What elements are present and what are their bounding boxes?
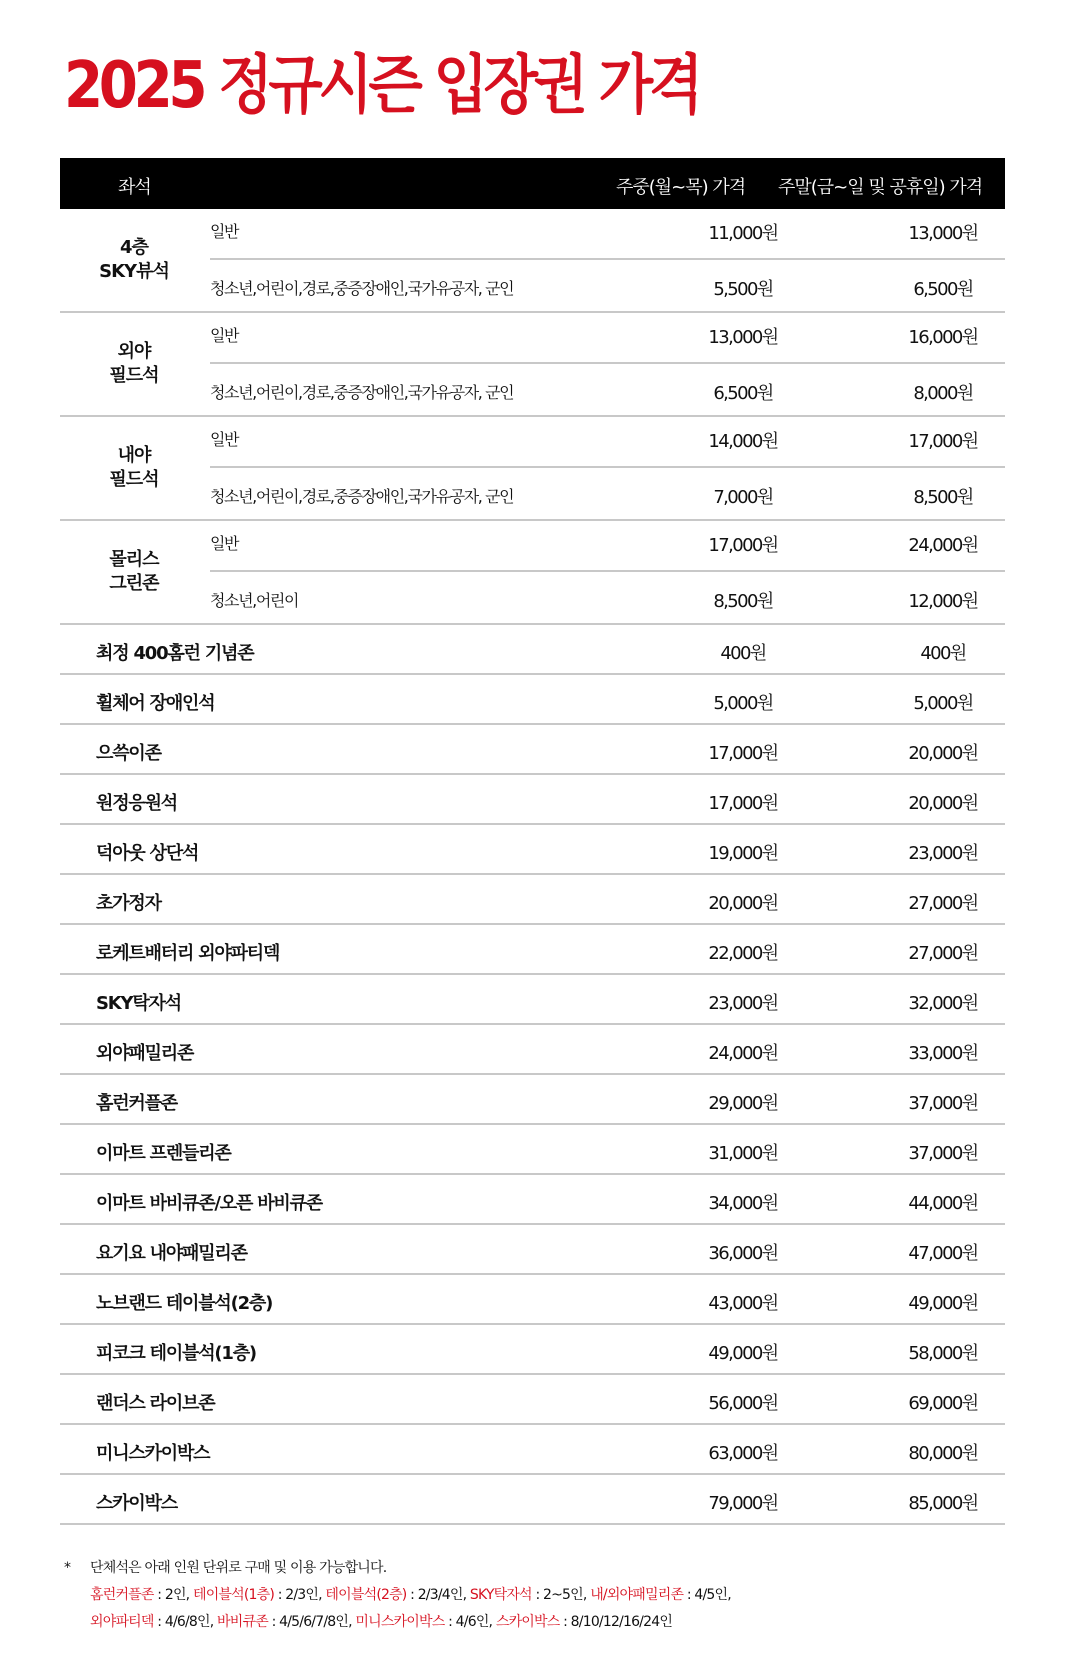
sub-label: 일반 — [210, 534, 239, 553]
weekday-price: 13,000원 — [708, 327, 778, 348]
weekday-price: 11,000원 — [708, 223, 778, 244]
seat-label: 피코크 테이블석(1층) — [96, 1343, 256, 1364]
seat-label: 노브랜드 테이블석(2층) — [96, 1293, 273, 1314]
weekday-price: 31,000원 — [708, 1143, 778, 1164]
weekend-price: 8,500원 — [913, 487, 973, 508]
group-name: 몰리스 그린존 — [109, 549, 159, 594]
group-4f-sky-view — [60, 209, 1005, 313]
footnote-line-3 — [90, 1609, 731, 1636]
group-seat-name: 바비큐존 — [217, 1614, 268, 1630]
table-row — [60, 825, 1005, 875]
weekend-price: 32,000원 — [908, 993, 978, 1014]
table-row — [60, 1475, 1005, 1525]
weekday-price: 17,000원 — [708, 535, 778, 556]
weekday-price: 7,000원 — [713, 487, 773, 508]
table-row — [60, 1225, 1005, 1275]
table-row — [60, 625, 1005, 675]
seat-label: 이마트 바비큐존/오픈 바비큐존 — [96, 1193, 322, 1214]
table-row — [60, 1375, 1005, 1425]
seat-label: 최정 400홈런 기념존 — [96, 643, 254, 664]
table-row — [60, 1325, 1005, 1375]
seat-label: 홈런커플존 — [96, 1093, 177, 1114]
weekday-price: 63,000원 — [708, 1443, 778, 1464]
sub-label: 일반 — [210, 222, 239, 241]
table-row — [60, 1275, 1005, 1325]
group-mollys-green-zone — [60, 521, 1005, 625]
weekend-price: 80,000원 — [908, 1443, 978, 1464]
table-row — [60, 1025, 1005, 1075]
seat-label: 으쓱이존 — [96, 743, 161, 764]
group-seat-name: 홈런커플존 — [90, 1587, 154, 1603]
weekend-price: 8,000원 — [913, 383, 973, 404]
seat-label: 요기요 내야패밀리존 — [96, 1243, 247, 1264]
group-seat-count: : 8/10/12/16/24인 — [559, 1614, 673, 1630]
group-seat-count: : 4/5/6/7/8인, — [267, 1614, 356, 1630]
table-row — [60, 775, 1005, 825]
table-row — [210, 521, 1005, 572]
group-seat-name: SKY탁자석 — [469, 1587, 532, 1603]
table-row — [210, 364, 1005, 415]
seat-label: 원정응원석 — [96, 793, 177, 814]
weekend-price: 13,000원 — [908, 223, 978, 244]
weekend-price: 5,000원 — [913, 693, 973, 714]
group-seat-count: : 4/5인, — [683, 1587, 731, 1603]
table-row — [60, 675, 1005, 725]
footnote — [64, 1555, 731, 1636]
seat-label: 초가정자 — [96, 893, 161, 914]
group-infield — [60, 417, 1005, 521]
weekend-price: 12,000원 — [908, 591, 978, 612]
weekend-price: 85,000원 — [908, 1493, 978, 1514]
weekend-price: 27,000원 — [908, 943, 978, 964]
weekday-price: 24,000원 — [708, 1043, 778, 1064]
weekday-price: 8,500원 — [713, 591, 773, 612]
weekend-price: 20,000원 — [908, 793, 978, 814]
group-seat-count: : 2/3/4인, — [406, 1587, 470, 1603]
header-weekend-price: 주말(금~일 및 공휴일) 가격 — [778, 177, 983, 198]
weekday-price: 20,000원 — [708, 893, 778, 914]
table-row — [60, 875, 1005, 925]
sub-label: 청소년,어린이,경로,중증장애인,국가유공자, 군인 — [210, 279, 514, 298]
weekend-price: 69,000원 — [908, 1393, 978, 1414]
weekend-price: 58,000원 — [908, 1343, 978, 1364]
weekday-price: 29,000원 — [708, 1093, 778, 1114]
footnote-star: * — [64, 1560, 71, 1576]
group-outfield — [60, 313, 1005, 417]
weekend-price: 37,000원 — [908, 1143, 978, 1164]
group-seat-count: : 2~5인, — [531, 1587, 591, 1603]
weekday-price: 17,000원 — [708, 793, 778, 814]
group-seat-name: 외야파티덱 — [90, 1614, 154, 1630]
seat-label: 랜더스 라이브존 — [96, 1393, 215, 1414]
weekend-price: 24,000원 — [908, 535, 978, 556]
weekend-price: 27,000원 — [908, 893, 978, 914]
weekend-price: 37,000원 — [908, 1093, 978, 1114]
group-seat-name: 테이블석(2층) — [325, 1587, 407, 1603]
sub-label: 청소년,어린이 — [210, 591, 299, 610]
seat-label: 휠체어 장애인석 — [96, 693, 215, 714]
price-table — [60, 158, 1005, 1525]
group-seat-count: : 4/6인, — [444, 1614, 496, 1630]
weekday-price: 17,000원 — [708, 743, 778, 764]
seat-label: SKY탁자석 — [96, 993, 181, 1014]
weekend-price: 17,000원 — [908, 431, 978, 452]
weekday-price: 400원 — [720, 643, 766, 664]
sub-label: 일반 — [210, 430, 239, 449]
header-seat: 좌석 — [118, 177, 151, 198]
header-weekday-price: 주중(월~목) 가격 — [616, 177, 746, 198]
weekend-price: 400원 — [920, 643, 966, 664]
table-row — [210, 417, 1005, 468]
weekday-price: 49,000원 — [708, 1343, 778, 1364]
weekend-price: 44,000원 — [908, 1193, 978, 1214]
table-row — [210, 468, 1005, 519]
table-row — [60, 1125, 1005, 1175]
group-seat-name: 스카이박스 — [495, 1614, 560, 1630]
group-seat-count: : 4/6/8인, — [153, 1614, 218, 1630]
group-name: 내야 필드석 — [109, 445, 159, 490]
table-row — [60, 925, 1005, 975]
weekend-price: 16,000원 — [908, 327, 978, 348]
sub-label: 일반 — [210, 326, 239, 345]
table-header — [60, 158, 1005, 209]
weekend-price: 6,500원 — [913, 279, 973, 300]
seat-label: 이마트 프렌들리존 — [96, 1143, 231, 1164]
weekday-price: 23,000원 — [708, 993, 778, 1014]
table-row — [60, 725, 1005, 775]
seat-label: 미니스카이박스 — [96, 1443, 210, 1464]
weekday-price: 22,000원 — [708, 943, 778, 964]
seat-label: 외야패밀리존 — [96, 1043, 194, 1064]
group-seat-name: 테이블석(1층) — [192, 1587, 275, 1603]
table-row — [60, 1075, 1005, 1125]
footnote-intro: 단체석은 아래 인원 단위로 구매 및 이용 가능합니다. — [90, 1560, 387, 1576]
weekend-price: 49,000원 — [908, 1293, 978, 1314]
group-seat-name: 내/외야패밀리존 — [590, 1587, 684, 1603]
group-seat-count: : 2/3인, — [274, 1587, 326, 1603]
table-row — [60, 1175, 1005, 1225]
table-row — [60, 1425, 1005, 1475]
seat-label: 로케트배터리 외야파티덱 — [96, 943, 280, 964]
table-row — [210, 313, 1005, 364]
weekday-price: 79,000원 — [708, 1493, 778, 1514]
weekend-price: 33,000원 — [908, 1043, 978, 1064]
weekday-price: 34,000원 — [708, 1193, 778, 1214]
weekend-price: 23,000원 — [908, 843, 978, 864]
group-seat-name: 미니스카이박스 — [355, 1614, 445, 1630]
group-name: 외야 필드석 — [109, 341, 159, 386]
weekend-price: 20,000원 — [908, 743, 978, 764]
group-seat-count: : 2인, — [153, 1587, 193, 1603]
weekday-price: 14,000원 — [708, 431, 778, 452]
weekday-price: 19,000원 — [708, 843, 778, 864]
table-row — [60, 975, 1005, 1025]
sub-label: 청소년,어린이,경로,중증장애인,국가유공자, 군인 — [210, 487, 514, 506]
sub-label: 청소년,어린이,경로,중증장애인,국가유공자, 군인 — [210, 383, 514, 402]
page-title: 2025 정규시즌 입장권 가격 — [64, 49, 699, 123]
weekday-price: 5,000원 — [713, 693, 773, 714]
weekend-price: 47,000원 — [908, 1243, 978, 1264]
table-row — [210, 260, 1005, 311]
table-row — [210, 209, 1005, 260]
seat-label: 덕아웃 상단석 — [96, 843, 199, 864]
group-name: 4층 SKY뷰석 — [99, 237, 169, 282]
weekday-price: 43,000원 — [708, 1293, 778, 1314]
seat-label: 스카이박스 — [96, 1493, 177, 1514]
weekday-price: 36,000원 — [708, 1243, 778, 1264]
table-row — [210, 572, 1005, 623]
footnote-line-2 — [90, 1582, 731, 1609]
weekday-price: 6,500원 — [713, 383, 773, 404]
weekday-price: 56,000원 — [708, 1393, 778, 1414]
weekday-price: 5,500원 — [713, 279, 773, 300]
